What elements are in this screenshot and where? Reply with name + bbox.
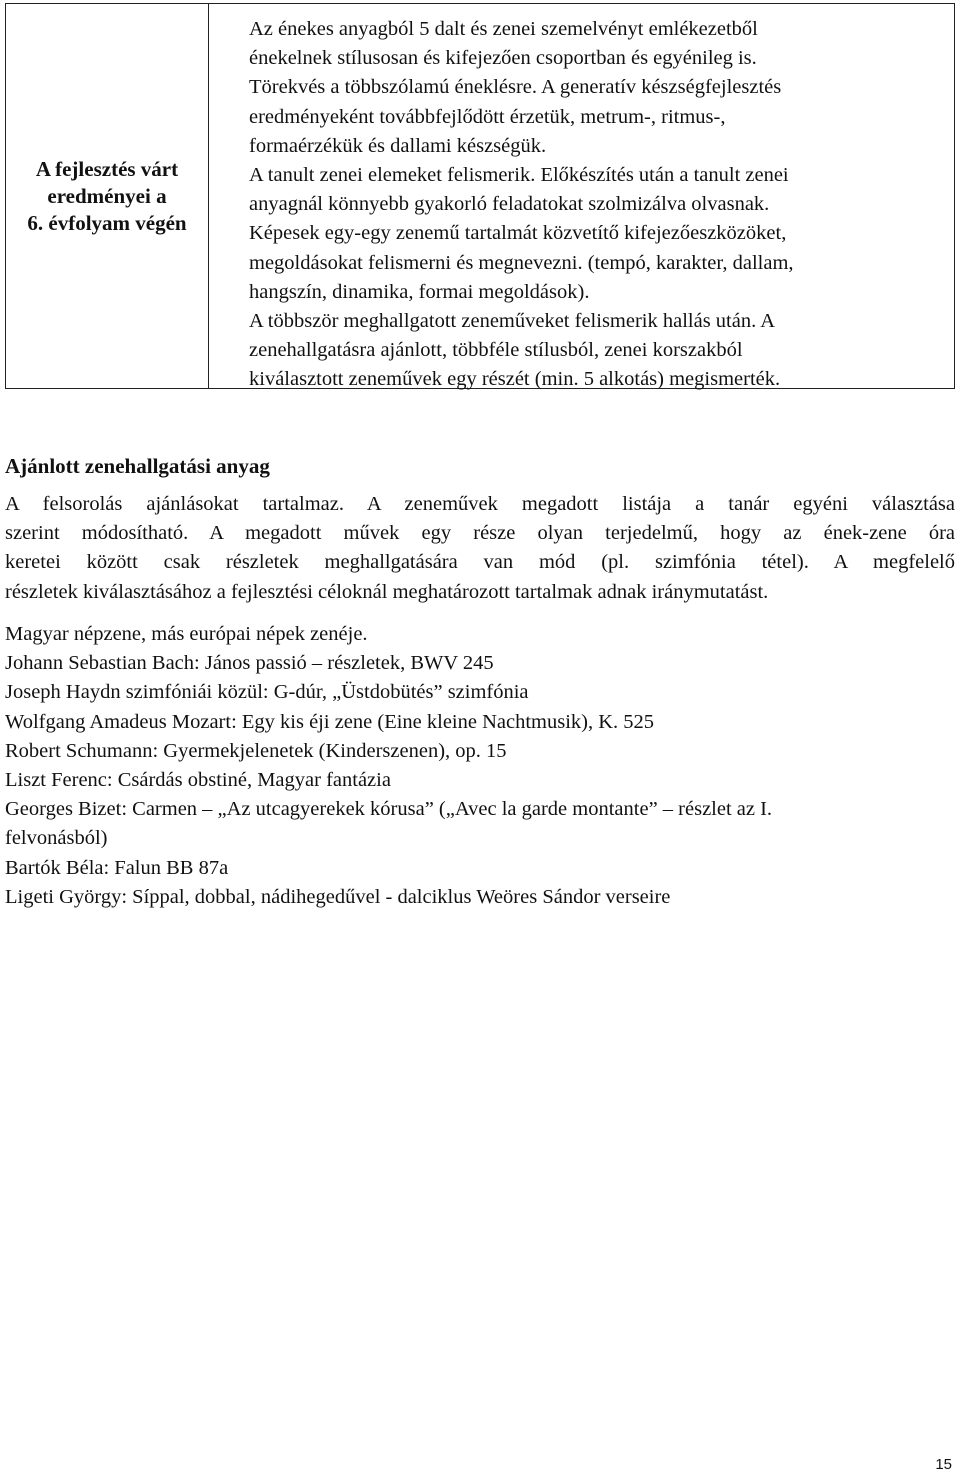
work-item: Joseph Haydn szimfóniái közül: G-dúr, „Üstdobütés” szimfónia [5, 681, 529, 704]
outcome-table [5, 3, 955, 389]
outcome-text-line: A többször meghallgatott zeneműveket felismerik hallás után. A [249, 310, 776, 333]
outcome-text-line: Az énekes anyagból 5 dalt és zenei szemelvényt emlékezetből [249, 18, 758, 40]
recommended-works-list [5, 620, 955, 912]
outcome-text-line: hangszín, dinamika, formai megoldások). [249, 280, 590, 303]
work-item: Magyar népzene, más európai népek zenéje. [5, 623, 368, 645]
intro-line: A felsorolás ajánlásokat tartalmaz. A zeneművek megadott listája a tanár egyéni választása [5, 493, 955, 515]
intro-line: szerint módosítható. A megadott művek egy része olyan terjedelmű, hogy az ének-zene óra [5, 522, 955, 545]
outcome-label-line: 6. évfolyam végén [27, 210, 187, 235]
work-item: Wolfgang Amadeus Mozart: Egy kis éji zene (Eine kleine Nachtmusik), K. 525 [5, 710, 655, 733]
work-item: Robert Schumann: Gyermekjelenetek (Kinderszenen), op. 15 [5, 739, 507, 762]
outcome-label-line: A fejlesztés várt [35, 156, 179, 181]
work-item: Ligeti György: Síppal, dobbal, nádihegedűvel - dalciklus Weöres Sándor verseire [5, 885, 671, 908]
outcome-text-line: formaérzékük és dallami készségük. [249, 134, 547, 157]
outcome-text-line: A tanult zenei elemeket felismerik. Előkészítés után a tanult zenei [249, 164, 789, 187]
intro-line: keretei között csak részletek meghallgatására van mód (pl. szimfónia tétel). A megfelelő [5, 551, 955, 574]
outcome-text-line: anyagnál könnyebb gyakorló feladatokat szolmizálva olvasnak. [249, 193, 770, 216]
outcome-label-cell [6, 4, 209, 388]
work-item: Liszt Ferenc: Csárdás obstiné, Magyar fantázia [5, 769, 391, 792]
work-item: Bartók Béla: Falun BB 87a [5, 856, 229, 879]
section-heading: Ajánlott zenehallgatási anyag [5, 454, 270, 478]
work-item: felvonásból) [5, 827, 108, 850]
page-number: 15 [935, 1456, 952, 1473]
work-item: Georges Bizet: Carmen – „Az utcagyerekek kórusa” („Avec la garde montante” – részlet az I. [5, 798, 773, 821]
intro-line: részletek kiválasztásához a fejlesztési céloknál meghatározott tartalmak adnak iránymutatást. [5, 580, 769, 603]
outcome-label-line: eredményei a [47, 183, 167, 208]
outcome-text-line: Képesek egy-egy zenemű tartalmát közvetítő kifejezőeszközöket, [249, 222, 787, 245]
outcome-text-line: megoldásokat felismerni és megnevezni. (tempó, karakter, dallam, [249, 251, 794, 274]
outcome-text-line: Törekvés a többszólamú éneklésre. A generatív készségfejlesztés [249, 76, 782, 99]
outcome-text-line: eredményeként továbbfejlődött érzetük, metrum-, ritmus-, [249, 105, 726, 128]
outcome-text-line: zenehallgatásra ajánlott, többféle stílusból, zenei korszakból [249, 339, 743, 362]
outcome-label [27, 156, 186, 237]
intro-paragraph [5, 490, 955, 607]
outcome-text-line: énekelnek stílusosan és kifejezően csoportban és egyénileg is. [249, 47, 757, 70]
outcome-description [209, 4, 954, 391]
outcome-text-line: kiválasztott zeneművek egy részét (min. 5 alkotás) megismerték. [249, 368, 781, 391]
work-item: Johann Sebastian Bach: János passió – részletek, BWV 245 [5, 652, 494, 675]
